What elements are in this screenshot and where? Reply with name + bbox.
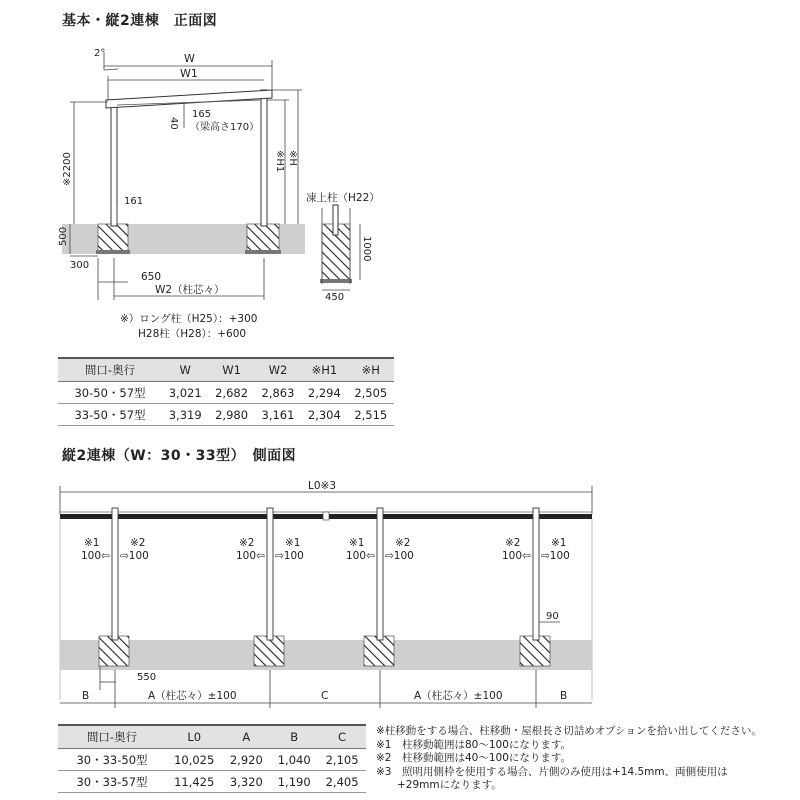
table-cell: 30・33-50型	[58, 749, 166, 771]
dim-500: 500	[58, 226, 69, 246]
dim-A-right: A（柱芯々）±100	[414, 690, 503, 702]
side-post	[112, 508, 118, 640]
side-view-diagram	[0, 470, 800, 715]
table-cell: 2,980	[208, 404, 254, 426]
post-move-value: ⇨100	[275, 550, 304, 562]
side-foundation	[364, 636, 394, 666]
angle-label: 2°	[94, 48, 106, 59]
side-post	[377, 508, 383, 640]
dim-B-right: B	[560, 690, 568, 702]
dim-W: W	[184, 52, 195, 65]
table-row	[58, 771, 366, 793]
foundation-right	[247, 224, 279, 252]
table-cell: 3,161	[255, 404, 301, 426]
post-move-value: ⇨100	[120, 550, 149, 562]
dim-300: 300	[70, 260, 90, 271]
dim-C: C	[321, 690, 329, 702]
dim-H1: ※H1	[274, 150, 285, 173]
table-header: ※H	[348, 358, 394, 382]
dim-450: 450	[325, 292, 345, 303]
post-move-label: ※1	[349, 537, 365, 549]
table-cell: 2,105	[318, 749, 366, 771]
table-cell: 30・33-57型	[58, 771, 166, 793]
post-move-label: ※2	[130, 537, 146, 549]
dim-90: 90	[546, 611, 559, 622]
dim-H: ※H	[287, 150, 298, 166]
table-header-row	[58, 358, 394, 382]
post-move-label: ※2	[395, 537, 411, 549]
post-move-label: ※2	[239, 537, 255, 549]
table-header: W	[162, 358, 208, 382]
side-foundation	[520, 636, 550, 666]
dim-B-left: B	[82, 690, 90, 702]
side-dimension-table	[58, 724, 366, 793]
table-cell: 2,863	[255, 382, 301, 404]
beam-height-label: （梁高さ170）	[190, 122, 260, 133]
table-header: W1	[208, 358, 254, 382]
front-view-title: 基本・縦2連棟 正面図	[62, 13, 218, 29]
front-dimension-table	[58, 357, 394, 426]
table-cell: 2,515	[348, 404, 394, 426]
dim-161: 161	[124, 196, 144, 207]
table-header: 間口-奥行	[58, 358, 162, 382]
dim-W1: W1	[180, 67, 198, 80]
note-line: ※1 柱移動範囲は80～100になります。	[376, 738, 572, 751]
post-move-value: 100⇦	[502, 550, 531, 562]
table-cell: 2,920	[222, 749, 270, 771]
dim-2200: ※2200	[62, 152, 73, 186]
post-move-label: ※2	[505, 537, 521, 549]
side-foundation	[254, 636, 284, 666]
post-move-value: 100⇦	[81, 550, 110, 562]
table-header-row	[58, 725, 366, 749]
note-line: ※柱移動をする場合、柱移動・屋根長さ切詰めオプションを拾い出してください。	[376, 725, 762, 737]
table-header: A	[222, 725, 270, 749]
table-row	[58, 749, 366, 771]
dim-W2: W2（柱芯々）	[155, 284, 225, 296]
roof-beam	[106, 90, 272, 108]
foundation-left	[98, 224, 128, 252]
post-move-value: 100⇦	[236, 550, 265, 562]
post-right	[261, 90, 267, 226]
table-cell: 30-50・57型	[58, 382, 162, 404]
dim-550: 550	[137, 672, 157, 683]
front-note-h28-post: H28柱（H28）：+600	[138, 328, 247, 340]
table-cell: 11,425	[166, 771, 222, 793]
post-move-label: ※1	[285, 537, 301, 549]
frozen-post-label: 凍上柱（H22）	[306, 192, 380, 204]
dim-A-left: A（柱芯々）±100	[148, 690, 237, 702]
post-move-label: ※1	[84, 537, 100, 549]
table-cell: 3,320	[222, 771, 270, 793]
note-line: +29mmになります。	[376, 779, 502, 791]
side-post	[267, 508, 273, 640]
table-cell: 1,190	[270, 771, 318, 793]
table-cell: 2,405	[318, 771, 366, 793]
table-cell: 2,682	[208, 382, 254, 404]
table-header: B	[270, 725, 318, 749]
dim-L0: L0※3	[308, 480, 337, 492]
post-left	[111, 100, 117, 226]
post-move-value: ⇨100	[541, 550, 570, 562]
table-header: L0	[166, 725, 222, 749]
table-cell: 2,505	[348, 382, 394, 404]
table-header: 間口-奥行	[58, 725, 166, 749]
notes-block	[376, 725, 796, 793]
side-foundation	[99, 636, 129, 666]
post-move-value: 100⇦	[346, 550, 375, 562]
table-header: C	[318, 725, 366, 749]
table-cell: 1,040	[270, 749, 318, 771]
dim-165: 165	[192, 109, 212, 120]
note-line: ※2 柱移動範囲は40～100になります。	[376, 752, 572, 764]
note-line: ※3 照明用側枠を使用する場合、片側のみ使用は+14.5mm、両側使用は	[376, 765, 728, 778]
table-cell: 33-50・57型	[58, 404, 162, 426]
side-ground-band	[60, 640, 592, 670]
dim-1000: 1000	[361, 236, 372, 262]
table-cell: 2,304	[301, 404, 347, 426]
side-post	[533, 508, 539, 640]
table-row	[58, 382, 394, 404]
table-cell: 3,319	[162, 404, 208, 426]
post-move-label: ※1	[551, 537, 567, 549]
table-header: ※H1	[301, 358, 347, 382]
table-header: W2	[255, 358, 301, 382]
table-row	[58, 404, 394, 426]
table-cell: 2,294	[301, 382, 347, 404]
table-cell: 3,021	[162, 382, 208, 404]
dim-40: 40	[168, 117, 179, 130]
post-move-value: ⇨100	[385, 550, 414, 562]
side-view-title: 縦2連棟（W：30・33型） 側面図	[62, 448, 297, 464]
dim-650: 650	[141, 271, 162, 283]
front-view-diagram	[0, 0, 800, 345]
front-note-long-post: ※）ロング柱（H25）：+300	[120, 313, 258, 325]
table-cell: 10,025	[166, 749, 222, 771]
